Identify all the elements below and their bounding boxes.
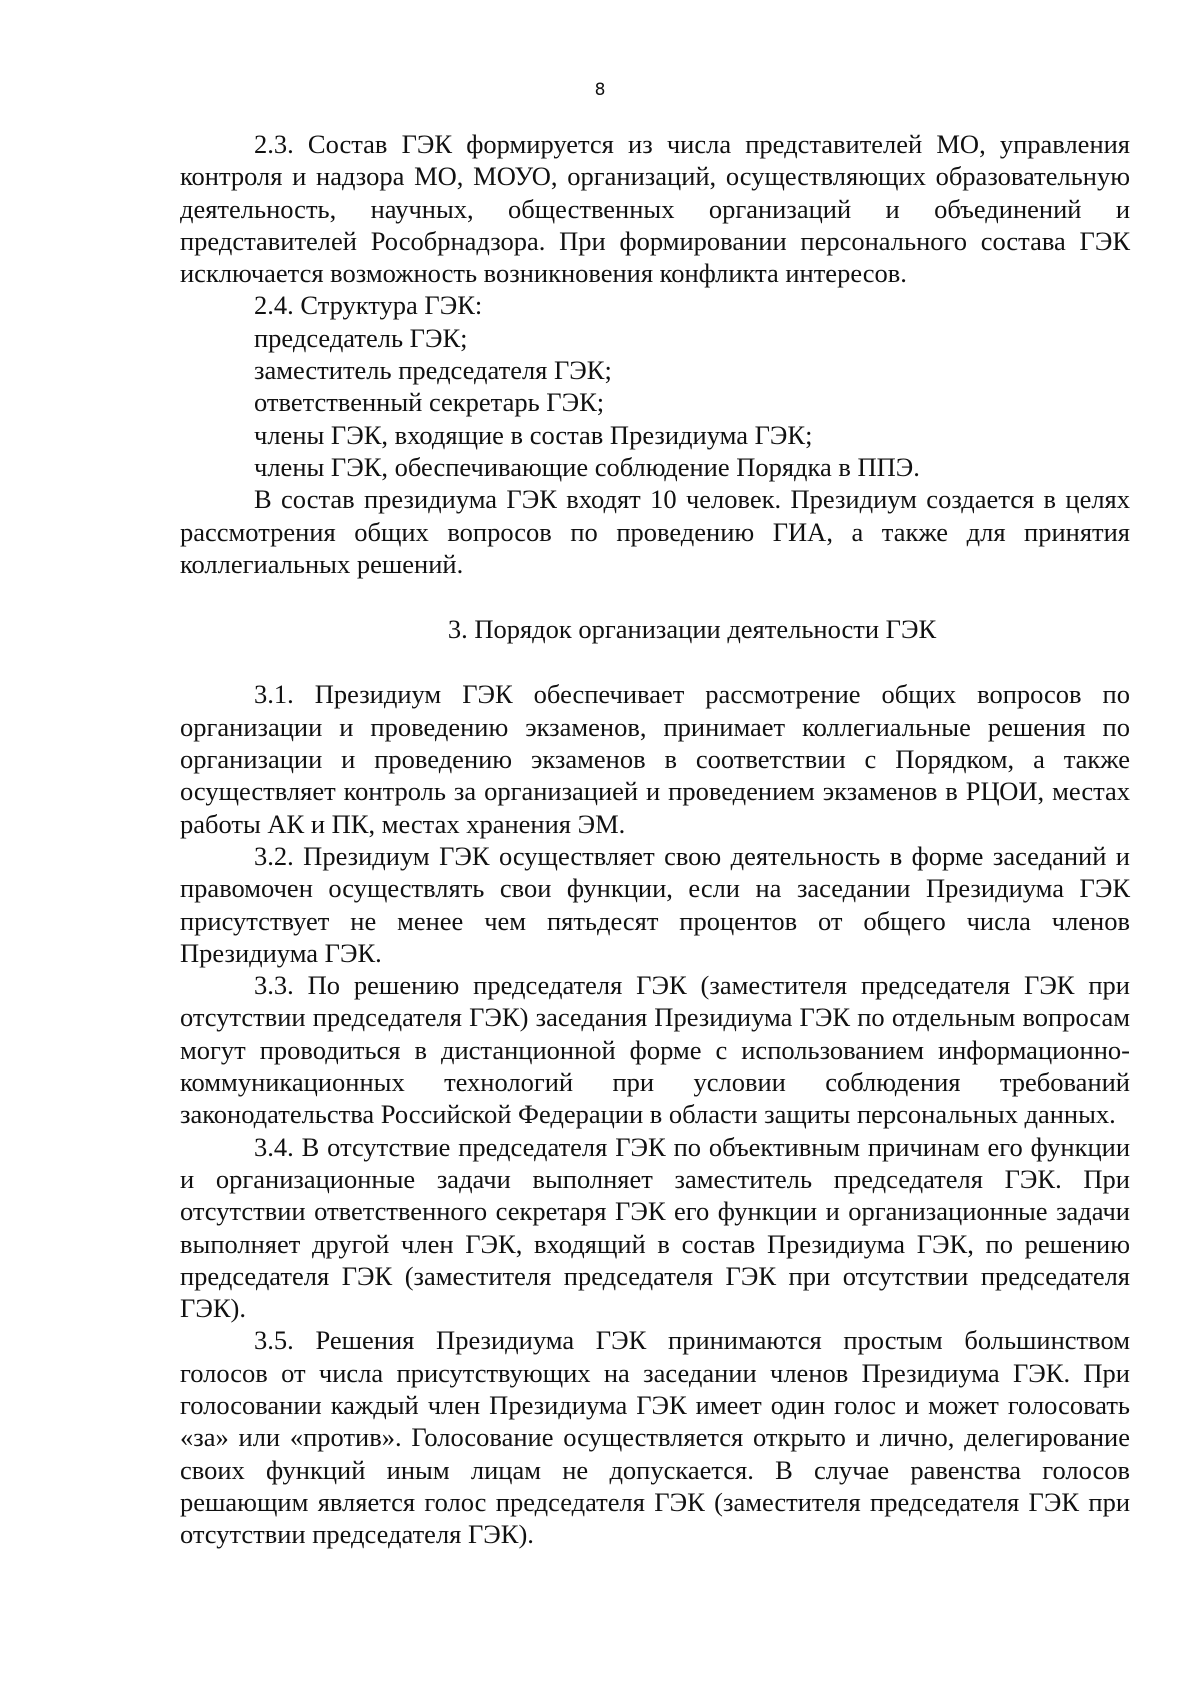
structure-heading: 2.4. Структура ГЭК: — [254, 290, 483, 321]
paragraph-3-3: 3.3. По решению председателя ГЭК (заместителя председателя ГЭК при отсутствии председателя ГЭК) заседания Президиума ГЭК по отдельным вопросам могут проводиться в дистанционной форме с использованием информационно-коммуникационных технологий при условии соблюдения требований законодательства Российской Федерации в области защиты персональных данных. — [180, 970, 1130, 1130]
paragraph-3-2: 3.2. Президиум ГЭК осуществляет свою деятельность в форме заседаний и правомочен осуществлять свои функции, если на заседании Президиума ГЭК присутствует не менее чем пятьдесят процентов от общего числа членов Президиума ГЭК. — [180, 840, 1130, 968]
paragraph-2-3: 2.3. Состав ГЭК формируется из числа представителей МО, управления контроля и надзора МО, МОУО, организаций, осуществляющих образовательную деятельность, научных, общественных организаций и объединений и представителей Рособрнадзора. При формировании персонального состава ГЭК исключается возможность возникновения конфликта интересов. — [180, 129, 1130, 289]
paragraph-3-4: 3.4. В отсутствие председателя ГЭК по объективным причинам его функции и организационные задачи выполняет заместитель председателя ГЭК. При отсутствии ответственного секретаря ГЭК его функции и организационные задачи выполняет другой член ГЭК, входящий в состав Президиума ГЭК, по решению председателя ГЭК (заместителя председателя ГЭК при отсутствии председателя ГЭК). — [180, 1131, 1130, 1324]
paragraph-3-1: 3.1. Президиум ГЭК обеспечивает рассмотрение общих вопросов по организации и проведению экзаменов, принимает коллегиальные решения по организации и проведению экзаменов в соответствии с Порядком, а также осуществляет контроль за организацией и проведением экзаменов в РЦОИ, местах работы АК и ПК, местах хранения ЭМ. — [180, 679, 1130, 839]
paragraph-presidium: В состав президиума ГЭК входят 10 человек. Президиум создается в целях рассмотрения общих вопросов по проведению ГИА, а также для принятия коллегиальных решений. — [180, 484, 1130, 579]
page-number: 8 — [594, 80, 606, 100]
structure-item-chairman: председатель ГЭК; — [254, 322, 468, 353]
structure-item-secretary: ответственный секретарь ГЭК; — [254, 387, 605, 418]
structure-item-deputy: заместитель председателя ГЭК; — [254, 355, 612, 386]
paragraph-3-5: 3.5. Решения Президиума ГЭК принимаются простым большинством голосов от числа присутствующих на заседании членов Президиума ГЭК. При голосовании каждый член Президиума ГЭК имеет один голос и может голосовать «за» или «против». Голосование осуществляется открыто и лично, делегирование своих функций иным лицам не допускается. В случае равенства голосов решающим является голос председателя ГЭК (заместителя председателя ГЭК при отсутствии председателя ГЭК). — [180, 1325, 1130, 1550]
section-title: 3. Порядок организации деятельности ГЭК — [447, 614, 937, 645]
document-body — [180, 128, 1130, 1550]
structure-item-ppe-members: члены ГЭК, обеспечивающие соблюдение Порядка в ППЭ. — [254, 451, 920, 482]
structure-item-presidium-members: члены ГЭК, входящие в состав Президиума ГЭК; — [254, 419, 813, 450]
